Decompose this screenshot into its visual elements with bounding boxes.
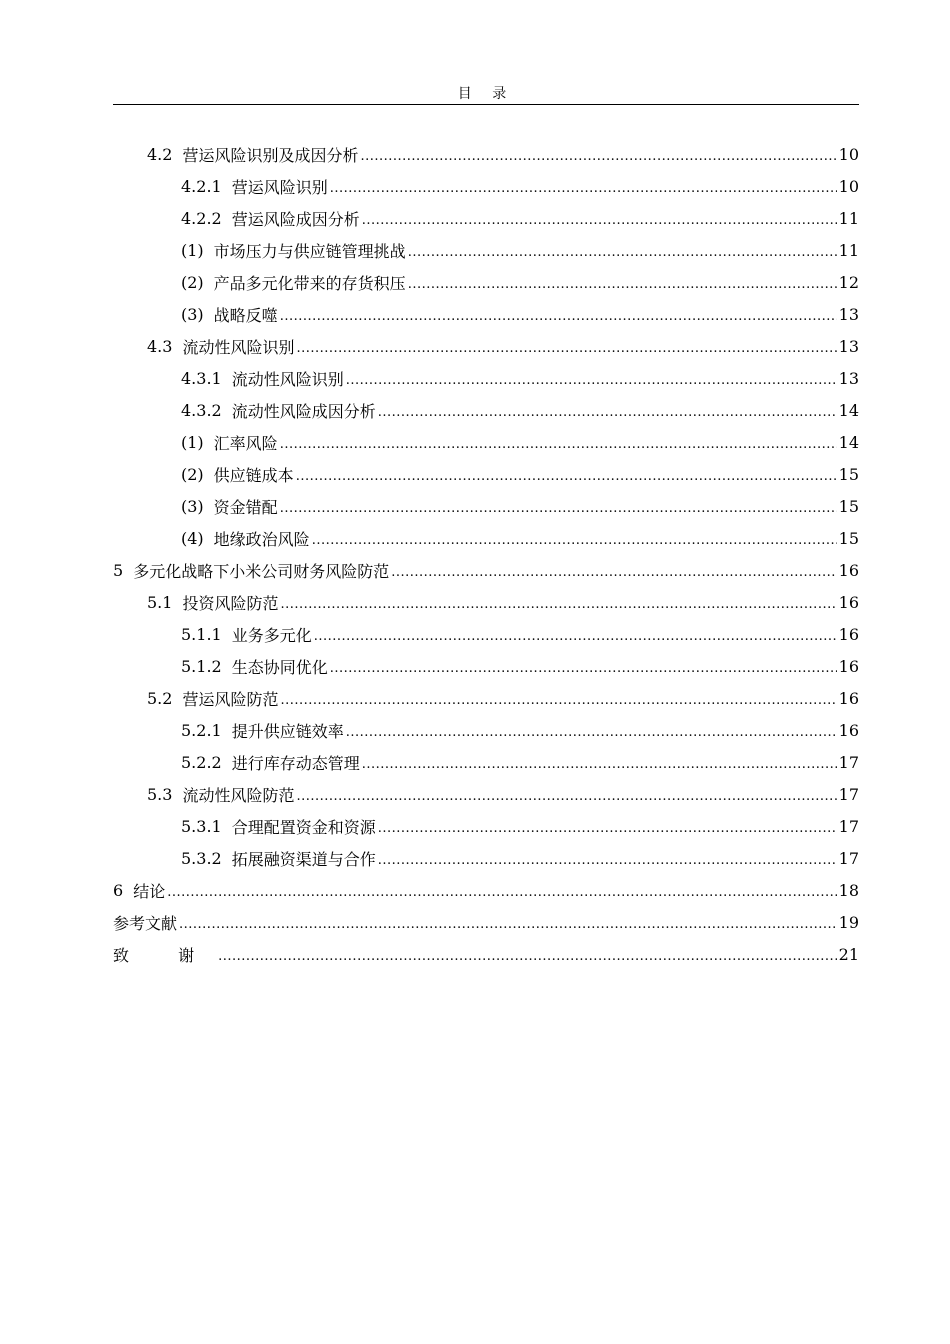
toc-entry-title: 营运风险防范: [182, 689, 279, 709]
toc-entry-title: 业务多元化: [231, 625, 312, 645]
toc-entry-number: (3): [181, 304, 204, 324]
toc-dot-leader: [280, 693, 836, 708]
toc-dot-leader: [167, 885, 836, 900]
toc-entry[interactable]: [147, 138, 859, 170]
toc-entry[interactable]: [181, 618, 859, 650]
toc-dot-leader: [408, 277, 837, 292]
toc-dot-leader: [312, 533, 837, 548]
toc-dot-leader: [360, 149, 836, 164]
toc-entry[interactable]: [181, 170, 859, 202]
toc-entry-number: 6: [113, 880, 124, 900]
toc-entry-title: 产品多元化带来的存货积压: [213, 273, 406, 293]
toc-entry-page: 10: [838, 176, 859, 196]
toc-entry-number: 5.3.2: [181, 848, 222, 868]
toc-entry-number: 4.3.2: [181, 400, 222, 420]
toc-entry-title: 生态协同优化: [231, 657, 328, 677]
toc-entry[interactable]: [181, 426, 859, 458]
toc-entry-number: (4): [181, 528, 204, 548]
toc-entry[interactable]: [181, 714, 859, 746]
toc-entry-title: 参考文献: [113, 913, 178, 933]
toc-entry-page: 16: [838, 624, 859, 644]
toc-dot-leader: [296, 469, 837, 484]
toc-entry-page: 10: [838, 144, 859, 164]
toc-entry-page: 17: [838, 752, 859, 772]
toc-dot-leader: [280, 437, 837, 452]
toc-entry-number: 5.3.1: [181, 816, 222, 836]
toc-entry-title: 战略反噬: [213, 305, 278, 325]
toc-dot-leader: [346, 725, 837, 740]
toc-entry-title: 进行库存动态管理: [231, 753, 360, 773]
toc-entry-title: 流动性风险防范: [182, 785, 295, 805]
toc-entry-number: 4.2.1: [181, 176, 222, 196]
toc-entry[interactable]: [181, 458, 859, 490]
toc-dot-leader: [408, 245, 837, 260]
toc-entry-number: 5.1: [147, 592, 173, 612]
toc-entry-number: (1): [181, 240, 204, 260]
toc-entry-page: 19: [838, 912, 859, 932]
toc-entry-page: 16: [838, 720, 859, 740]
toc-dot-leader: [362, 757, 837, 772]
toc-entry-title: 结论: [133, 881, 166, 901]
toc-dot-leader: [378, 405, 837, 420]
toc-entry-page: 17: [838, 784, 859, 804]
toc-dot-leader: [330, 661, 837, 676]
toc-entry[interactable]: [113, 906, 859, 938]
toc-entry[interactable]: [181, 810, 859, 842]
toc-entry[interactable]: [147, 330, 859, 362]
toc-dot-leader: [362, 213, 837, 228]
toc-entry[interactable]: [181, 266, 859, 298]
toc-entry-title: 地缘政治风险: [213, 529, 310, 549]
toc-entry-title: 投资风险防范: [182, 593, 279, 613]
toc-entry-number: (2): [181, 464, 204, 484]
toc-entry-number: 5.2.2: [181, 752, 222, 772]
toc-entry-page: 17: [838, 816, 859, 836]
toc-entry[interactable]: [181, 202, 859, 234]
toc-entry-number: (2): [181, 272, 204, 292]
toc-entry-number: 4.2.2: [181, 208, 222, 228]
toc-entry-title: 资金错配: [213, 497, 278, 517]
toc-dot-leader: [378, 853, 837, 868]
toc-dot-leader: [218, 949, 837, 964]
toc-entry-page: 15: [838, 528, 859, 548]
toc-entry-title: 多元化战略下小米公司财务风险防范: [133, 561, 390, 581]
toc-entry-page: 17: [838, 848, 859, 868]
toc-entry-page: 12: [838, 272, 859, 292]
toc-entry-page: 21: [838, 944, 859, 964]
page-header-title: 目 录: [457, 86, 515, 102]
toc-entry-page: 15: [838, 464, 859, 484]
toc-entry-title: 营运风险成因分析: [231, 209, 360, 229]
toc-entry-number: (3): [181, 496, 204, 516]
toc-entry[interactable]: [147, 682, 859, 714]
toc-entry-title: 致 谢: [113, 945, 217, 965]
toc-entry[interactable]: [147, 778, 859, 810]
toc-entry[interactable]: [181, 842, 859, 874]
toc-entry-title: 流动性风险识别: [231, 369, 344, 389]
toc-entry[interactable]: [181, 522, 859, 554]
toc-entry-title: 汇率风险: [213, 433, 278, 453]
toc-entry[interactable]: [147, 586, 859, 618]
toc-entry-title: 供应链成本: [213, 465, 294, 485]
toc-dot-leader: [314, 629, 837, 644]
toc-entry-title: 拓展融资渠道与合作: [231, 849, 376, 869]
toc-entry-title: 营运风险识别及成因分析: [182, 145, 359, 165]
toc-entry[interactable]: [181, 490, 859, 522]
toc-entry[interactable]: [181, 394, 859, 426]
toc-entry-title: 合理配置资金和资源: [231, 817, 376, 837]
toc-dot-leader: [179, 917, 837, 932]
toc-entry-page: 16: [838, 592, 859, 612]
toc-entry-page: 18: [838, 880, 859, 900]
toc-dot-leader: [346, 373, 837, 388]
toc-entry[interactable]: [181, 362, 859, 394]
toc-dot-leader: [280, 309, 837, 324]
toc-entry-page: 15: [838, 496, 859, 516]
toc-entry-number: 5.2.1: [181, 720, 222, 740]
toc-entry-page: 11: [838, 208, 859, 228]
toc-entry[interactable]: [113, 938, 859, 970]
toc-entry-title: 流动性风险识别: [182, 337, 295, 357]
toc-entry[interactable]: [113, 874, 859, 906]
toc-dot-leader: [296, 341, 836, 356]
toc-entry[interactable]: [181, 298, 859, 330]
toc-dot-leader: [378, 821, 837, 836]
toc-dot-leader: [280, 501, 837, 516]
toc-entry[interactable]: [181, 234, 859, 266]
header-divider: [113, 104, 859, 105]
toc-entry[interactable]: [181, 746, 859, 778]
toc-entry[interactable]: [113, 554, 859, 586]
toc-dot-leader: [330, 181, 837, 196]
toc-entry-page: 13: [838, 304, 859, 324]
toc-entry-page: 16: [838, 688, 859, 708]
toc-entry-number: 5.2: [147, 688, 173, 708]
toc-entry-page: 14: [838, 432, 859, 452]
toc-entry-number: 5: [113, 560, 124, 580]
toc-entry-number: 5.3: [147, 784, 173, 804]
toc-entry-number: 4.3.1: [181, 368, 222, 388]
toc-entry-title: 市场压力与供应链管理挑战: [213, 241, 406, 261]
toc-dot-leader: [280, 597, 836, 612]
toc-dot-leader: [296, 789, 836, 804]
toc-entry-number: 5.1.1: [181, 624, 222, 644]
toc-entry-page: 13: [838, 336, 859, 356]
toc-entry-number: 5.1.2: [181, 656, 222, 676]
toc-entry-page: 11: [838, 240, 859, 260]
toc-entry-title: 提升供应链效率: [231, 721, 344, 741]
toc-entry-page: 16: [838, 560, 859, 580]
toc-entry-number: 4.3: [147, 336, 173, 356]
toc-entry[interactable]: [181, 650, 859, 682]
toc-entry-page: 16: [838, 656, 859, 676]
toc-entry-page: 13: [838, 368, 859, 388]
toc-entry-number: (1): [181, 432, 204, 452]
toc-entry-title: 流动性风险成因分析: [231, 401, 376, 421]
toc-entry-number: 4.2: [147, 144, 173, 164]
toc-dot-leader: [391, 565, 836, 580]
toc-entry-page: 14: [838, 400, 859, 420]
toc-entry-title: 营运风险识别: [231, 177, 328, 197]
